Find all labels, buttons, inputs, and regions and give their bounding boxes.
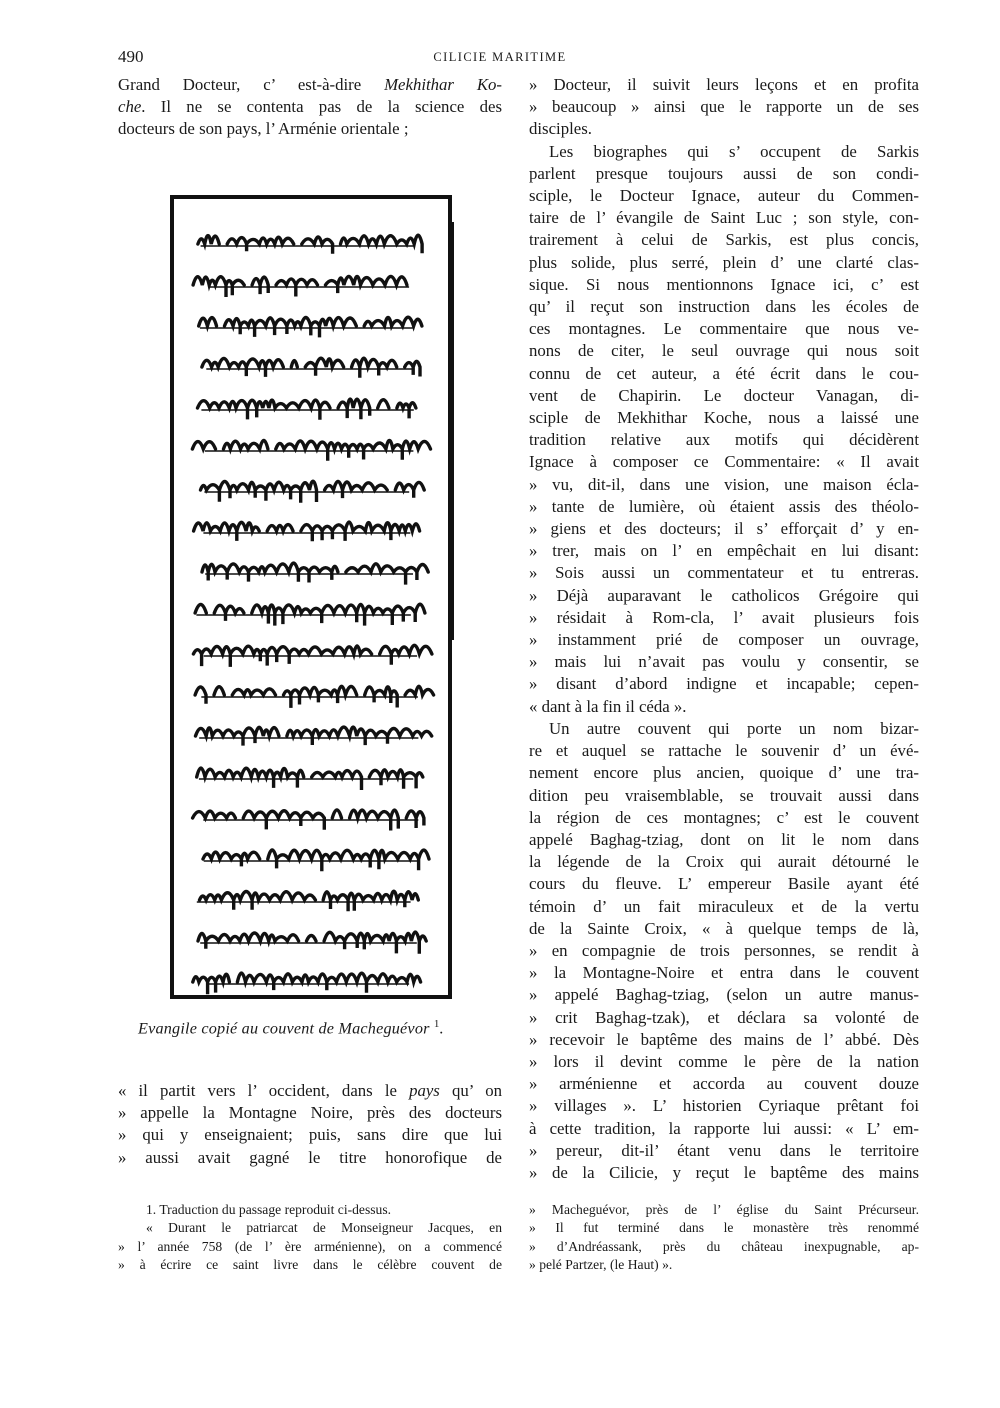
text-line: taire de l’ évangile de Saint Luc ; son style, con-	[529, 208, 919, 228]
text-line: nement encore plus ancien, quoique d’ une tra-	[529, 763, 919, 783]
manuscript-line	[193, 645, 432, 667]
manuscript-line	[197, 891, 427, 911]
footnote-line: » Il fut terminé dans le monastère très renommé	[529, 1220, 919, 1236]
text-line: « il partit vers l’ occident, dans le pays qu’ on	[118, 1081, 502, 1100]
text-line: docteurs de son pays, l’ Arménie orientale ;	[118, 119, 409, 139]
text-line: » disant d’abord indigne et incapable; cepen-	[529, 674, 919, 694]
italic-name: che	[118, 97, 142, 117]
text-line: sique. Si nous mentionnons Ignace ici, c’ est	[529, 274, 919, 294]
text-line: Ignace à composer ce Commentaire: « Il avait	[529, 452, 919, 472]
text-line: » vu, dit-il, dans une vision, une maison écla-	[529, 474, 919, 494]
left-column-top	[118, 74, 502, 141]
manuscript-line	[202, 358, 420, 378]
manuscript-line	[198, 235, 422, 254]
manuscript-line	[193, 276, 415, 297]
manuscript-figure	[170, 195, 452, 999]
footnote-line: » Macheguévor, près de l’ église du Saint Précurseur.	[529, 1202, 919, 1217]
text-line: sciple de Mekhithar Koche, nous a laissé une	[529, 408, 919, 428]
text-line: » mais lui n’avait pas voulu y consentir, se	[529, 652, 919, 672]
text-line	[118, 96, 502, 118]
text-line: cours du fleuve. L’ empereur Basile ayant été	[529, 874, 919, 894]
text-line: » tante de lumière, où étaient assis des théolo-	[529, 496, 919, 516]
right-column	[529, 74, 919, 1184]
manuscript-line	[193, 810, 424, 831]
text-line: Les biographes qui s’ occupent de Sarkis	[549, 141, 919, 161]
footnote-line: » à écrire ce saint livre dans le célèbre couvent de	[118, 1257, 502, 1273]
footnote-line: » pelé Partzer, (le Haut) ».	[529, 1257, 673, 1273]
footnotes-left	[118, 1201, 502, 1275]
text-line: dition peu vraisemblable, se trouvait aussi dans	[529, 785, 919, 805]
text-line: à cette tradition, la rapporte lui aussi: « L’ em-	[529, 1118, 919, 1138]
text-line: ces montagnes. Le commentaire que nous ve-	[529, 319, 919, 339]
footnote-marker: 1	[433, 1018, 440, 1030]
text-line: » Déjà auparavant le catholicos Grégoire qui	[529, 585, 919, 605]
text-line: disciples.	[529, 119, 592, 139]
text-line: » pereur, dit-il’ étant venu dans le territoire	[529, 1140, 919, 1160]
text-line: » trer, mais on l’ en empêchait en lui disant:	[529, 541, 919, 561]
figure-rule	[452, 222, 454, 640]
text-line: « dant à la fin il céda ».	[529, 696, 687, 716]
text-line: » villages ». L’ historien Cyriaque prêtant foi	[529, 1096, 919, 1116]
text-line: la légende de la Croix qui aurait détourné le	[529, 852, 919, 872]
text-line: trairement à celui de Sarkis, est plus concis,	[529, 230, 919, 250]
manuscript-line	[198, 399, 425, 420]
text-line: » Sois aussi un commentateur et tu entreras.	[529, 563, 919, 583]
text-line: de la Sainte Croix, « à quelque temps de là,	[529, 918, 919, 938]
text-line: » beaucoup » ainsi que le rapporte un de ses	[529, 97, 919, 117]
footnote-line: » d’Andréassank, près du château inexpugnable, ap-	[529, 1238, 919, 1254]
manuscript-line	[198, 932, 426, 954]
text-line: » Docteur, il suivit leurs leçons et en profita	[529, 75, 919, 94]
armenian-script-image	[174, 199, 448, 995]
manuscript-line	[193, 973, 429, 994]
footnote-line: 1. Traduction du passage reproduit ci-dessus.	[146, 1202, 392, 1217]
manuscript-line	[199, 317, 422, 337]
footnote-line: « Durant le patriarcat de Monseigneur Jacques, en	[146, 1220, 502, 1236]
text-line: » qui y enseignaient; puis, sans dire que lui	[118, 1125, 502, 1145]
manuscript-line	[203, 850, 429, 871]
text-line: tradition relative aux motifs qui décidèrent	[529, 430, 919, 450]
text-line: nons de citer, le seul ouvrage qui nous soit	[529, 341, 919, 361]
manuscript-line	[194, 522, 428, 541]
text-line: Un autre couvent qui porte un nom bizar-	[549, 718, 919, 738]
figure-caption: Evangile copié au couvent de Macheguévor $^1$.	[138, 1018, 444, 1038]
text-line: connu de cet auteur, a été écrit dans le cou-	[529, 363, 919, 383]
text-line: la région de ces montagnes; c’ est le couvent	[529, 807, 919, 827]
italic-name: Mekhithar Ko-	[384, 75, 502, 94]
text-line: » recevoir le baptême des mains de l’ abbé. Dès	[529, 1029, 919, 1049]
text-line: » aussi avait gagné le titre honorofique de	[118, 1147, 502, 1167]
text-line: » lors il devint comme le père de la nation	[529, 1051, 919, 1071]
text-line: » en compagnie de trois personnes, se rendit à	[529, 940, 919, 960]
page-number: 490	[118, 47, 144, 66]
left-column-bottom	[118, 1080, 502, 1169]
manuscript-line	[201, 481, 425, 503]
text-line: » crit Baghag-tzak), et déclara sa volonté de	[529, 1007, 919, 1027]
text-line: appelé Baghag-tziag, dont on lit le nom dans	[529, 829, 919, 849]
text-line: re et auquel se rattache le souvenir d’ un évé-	[529, 741, 919, 761]
running-title: CILICIE MARITIME	[433, 50, 567, 64]
text-line: » la Montagne-Noire et entra dans le couvent	[529, 963, 919, 983]
text-line: » appelé Baghag-tziag, (selon un autre manus-	[529, 985, 919, 1005]
text-line: » arménienne et accorda au couvent douze	[529, 1074, 919, 1094]
manuscript-line	[195, 604, 425, 625]
manuscript-line	[202, 563, 428, 585]
text-line: » instamment prié de composer un ouvrage,	[529, 630, 919, 650]
text-line: » giens et des docteurs; il s’ efforçait d’ y en-	[529, 519, 919, 539]
manuscript-line	[195, 686, 434, 708]
text-line: vent de Chapirin. Le docteur Vanagan, di-	[529, 385, 919, 405]
manuscript-line	[196, 727, 432, 746]
text-line: témoin d’ un fait miraculeux et de la vertu	[529, 896, 919, 916]
text-line: qu’ il reçut son instruction dans les écoles de	[529, 297, 919, 317]
footnotes-right	[529, 1201, 919, 1275]
manuscript-line	[192, 440, 430, 460]
text-line: Grand Docteur, c’ est-à-dire Mekhithar Ko-	[118, 75, 502, 94]
manuscript-line	[197, 768, 423, 790]
text-line: » appelle la Montagne Noire, près des docteurs	[118, 1103, 502, 1123]
text-line: » résidait à Rom-cla, l’ avait plusieurs fois	[529, 607, 919, 627]
text-line: sciple, le Docteur Ignace, auteur du Commen-	[529, 186, 919, 206]
text-line: parlent presque toujours aussi de son condi-	[529, 163, 919, 183]
text-line: » de la Cilicie, y reçut le baptême des mains	[529, 1162, 919, 1182]
text-fragment: . Il ne se contenta pas de la science des	[141, 97, 502, 117]
text-line: plus solide, plus serré, plein d’ une clarté clas-	[529, 252, 919, 272]
italic-word: pays	[409, 1081, 440, 1100]
footnote-line: » l’ année 758 (de l’ ère arménienne), on a commencé	[118, 1238, 502, 1254]
